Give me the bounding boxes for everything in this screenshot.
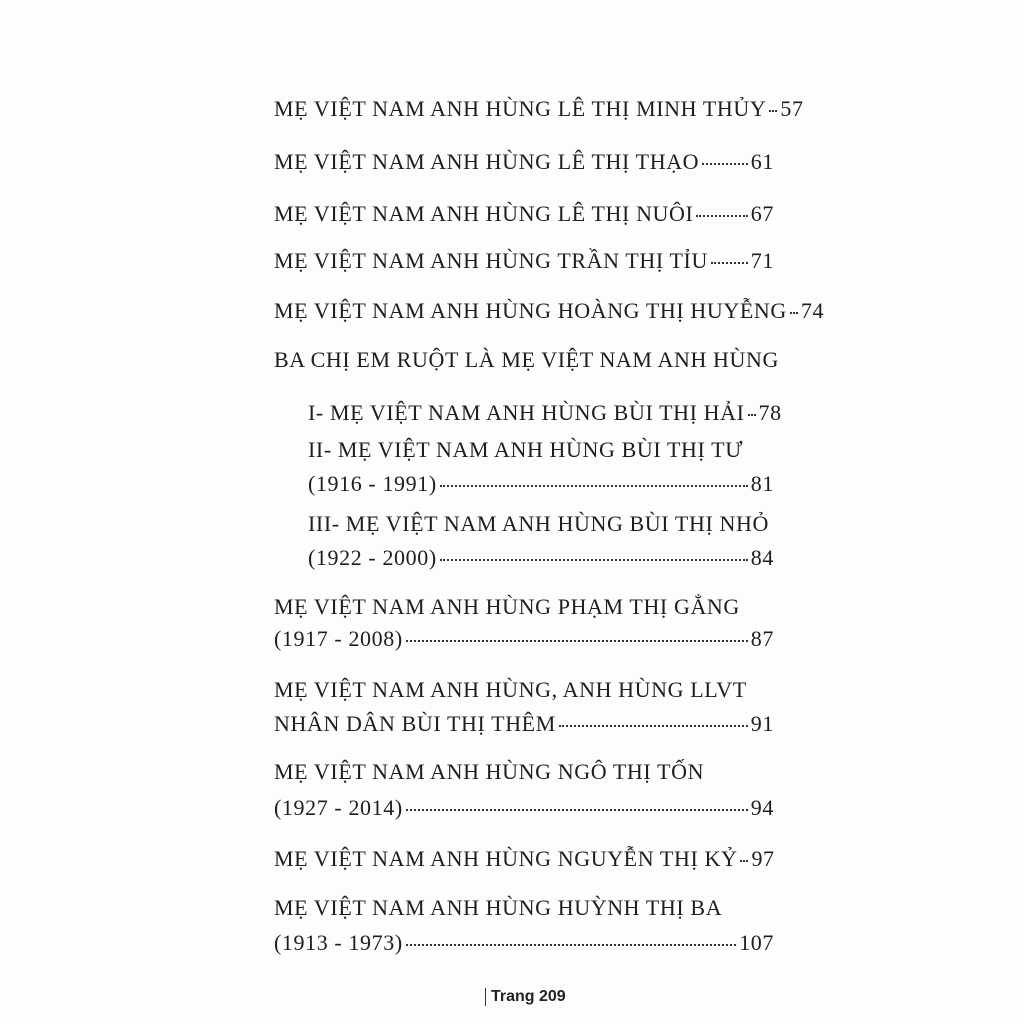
toc-entry-page: 74 <box>800 298 825 323</box>
toc-entry-title: II- MẸ VIỆT NAM ANH HÙNG BÙI THỊ TƯ <box>308 437 743 462</box>
toc-entry-title: I- MẸ VIỆT NAM ANH HÙNG BÙI THỊ HẢI <box>308 400 745 425</box>
toc-entry-page: 107 <box>739 930 774 955</box>
toc-entry-page: 94 <box>750 795 774 820</box>
toc-entry <box>274 96 804 122</box>
toc-entry <box>308 400 782 426</box>
toc-entry-page: 67 <box>750 201 774 226</box>
toc-entry-subtitle: (1917 - 2008) <box>274 626 403 651</box>
toc-entry-subtitle: (1922 - 2000) <box>308 545 437 570</box>
toc-entry-page: 57 <box>780 96 804 121</box>
toc-entry-title: MẸ VIỆT NAM ANH HÙNG, ANH HÙNG LLVT <box>274 677 747 702</box>
toc-entry <box>274 795 774 821</box>
toc-entry-title: MẸ VIỆT NAM ANH HÙNG LÊ THỊ THẠO <box>274 149 700 174</box>
toc-entry-subtitle: (1927 - 2014) <box>274 795 403 820</box>
page-number-footer: Trang 209 <box>485 988 566 1006</box>
toc-entry <box>274 149 774 175</box>
toc-entry-title: MẸ VIỆT NAM ANH HÙNG NGUYỄN THỊ KỶ <box>274 846 738 871</box>
toc-entry-page: 71 <box>750 248 774 273</box>
toc-entry-title: MẸ VIỆT NAM ANH HÙNG PHẠM THỊ GẲNG <box>274 594 740 619</box>
toc-entry <box>274 298 825 324</box>
toc-entry <box>274 930 774 956</box>
toc-entry-title: MẸ VIỆT NAM ANH HÙNG NGÔ THỊ TỐN <box>274 759 705 784</box>
toc-entry-page: 97 <box>751 846 775 871</box>
toc-entry-subtitle: (1916 - 1991) <box>308 471 437 496</box>
toc-entry-subtitle: (1913 - 1973) <box>274 930 403 955</box>
toc-entry <box>274 626 774 652</box>
toc-entry-title: MẸ VIỆT NAM ANH HÙNG HUỲNH THỊ BA <box>274 895 723 920</box>
toc-entry-page: 87 <box>750 626 774 651</box>
toc-entry-title: MẸ VIỆT NAM ANH HÙNG LÊ THỊ MINH THỦY <box>274 96 767 121</box>
toc-entry-title: MẸ VIỆT NAM ANH HÙNG LÊ THỊ NUÔI <box>274 201 694 226</box>
toc-entry-subtitle: NHÂN DÂN BÙI THỊ THÊM <box>274 711 556 736</box>
toc-entry <box>308 545 774 571</box>
toc-entry-title: III- MẸ VIỆT NAM ANH HÙNG BÙI THỊ NHỎ <box>308 511 769 536</box>
toc-entry <box>274 711 774 737</box>
toc-entry-title: MẸ VIỆT NAM ANH HÙNG TRẦN THỊ TỈU <box>274 248 708 273</box>
toc-entry <box>274 248 774 274</box>
toc-entry-page: 91 <box>750 711 774 736</box>
toc-entry-page: 78 <box>758 400 782 425</box>
toc-section-heading: BA CHỊ EM RUỘT LÀ MẸ VIỆT NAM ANH HÙNG <box>274 347 779 372</box>
toc-entry <box>274 846 774 872</box>
toc-entry-title: MẸ VIỆT NAM ANH HÙNG HOÀNG THỊ HUYỄNG <box>274 298 787 323</box>
toc-entry <box>308 471 774 497</box>
toc-entry-page: 61 <box>750 149 774 174</box>
toc-entry <box>274 201 774 227</box>
toc-entry-page: 84 <box>750 545 774 570</box>
toc-entry-page: 81 <box>750 471 774 496</box>
